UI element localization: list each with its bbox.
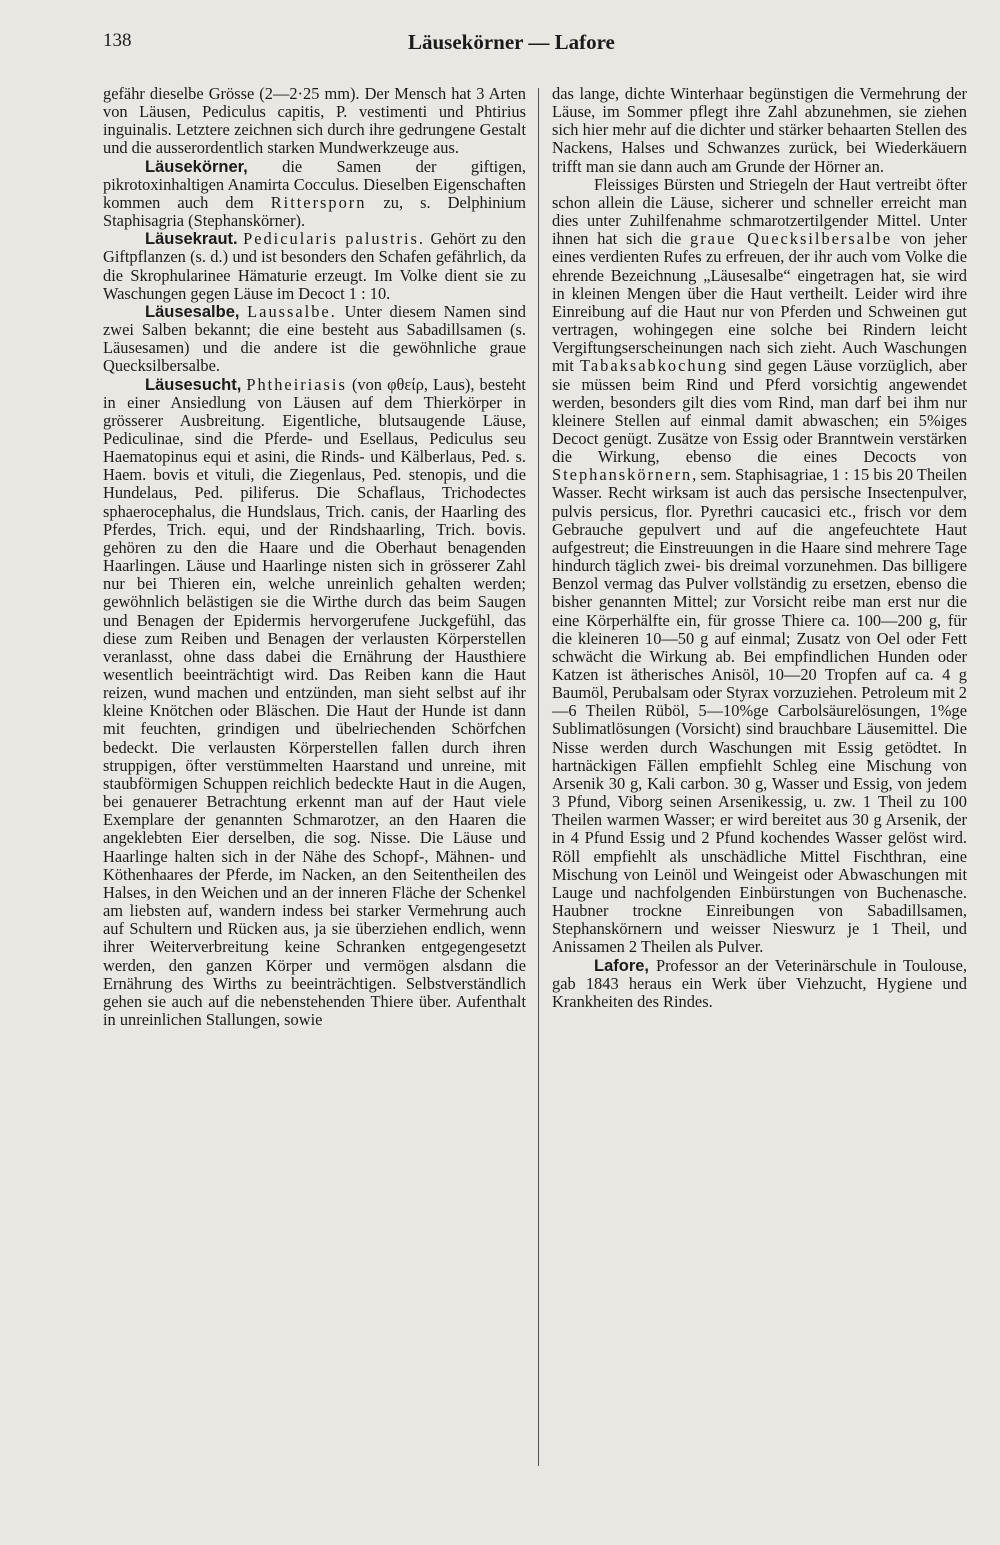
continued-paragraph: gefähr dieselbe Grösse (2—2·25 mm). Der Mensch hat 3 Arten von Läusen, Pediculus capitis, P. vestimenti und Phtirius inguinalis. Letztere zeichnen sich durch ihre gedrungene Gestalt und die ausserordentlich starken Mundwerkzeuge aus. [103, 84, 526, 158]
entry-laeusekoerner [103, 158, 526, 231]
entry-headword: Läusesalbe, [145, 302, 240, 321]
entry-text: Professor an der Veterinärschule in Toulouse, gab 1843 heraus ein Werk über Viehzucht, Hygiene und Krankheiten des Rindes. [552, 955, 967, 1011]
entry-headword: Läusesucht, [145, 375, 242, 394]
entry-lafore [552, 957, 967, 1011]
page-number: 138 [103, 30, 132, 51]
continued-paragraph: das lange, dichte Winterhaar begünstigen die Vermehrung der Läuse, im Sommer pflegt ihre Zahl abzunehmen, sie ziehen sich hier mehr auf die dichter und stärker behaarten Stellen des Nackens, Halses und Schwanzes zurück, bei Wiederkäuern trifft man sie dann auch am Grunde der Hörner an. [552, 84, 967, 176]
treatment-paragraph [552, 176, 967, 957]
paragraph-text: sind gegen Läuse vorzüglich, aber sie müssen beim Rind und Pferd vorsichtig angewendet werden, besonders gilt dies vom Rind, man darf bei ihm nur kleinere Stellen auf einmal damit abwaschen; ein 5%iges Decoct genügt. Zusätze von Essig oder Branntwein verstärken die Wirkung, ebenso die eines Decocts von [552, 356, 967, 467]
entry-text: Gehört zu den Giftpflanzen (s. d.) und ist besonders den Schafen gefährlich, da die Skrophularinee Hämaturie erzeugt. Im Volke dient sie zu Waschungen gegen Läuse im Decoct 1 : 10. [103, 229, 526, 303]
entry-headword: Läusekörner, [145, 157, 248, 176]
entry-text: die Samen der giftigen, pikrotoxinhaltigen Anamirta Cocculus. Dieselben Eigenschaften kommen auch dem [103, 156, 526, 212]
running-title: Läusekörner — Lafore [408, 30, 615, 54]
paragraph-text: , sem. Staphisagriae, 1 : 15 bis 20 Theilen Wasser. Recht wirksam ist auch das persische Insectenpulver, pulvis persicus, flor. Pyrethri caucasici etc., frisch vor dem Gebrauche gepulvert und auf die angefeuchtete Haut aufgestreut; die Einstreuungen in die Haare sind mehrere Tage hindurch täglich zwei- bis dreimal vorzunehmen. Das billigere Benzol vermag das Pulver vollständig zu ersetzen, ebenso die bisher genannten Mittel; zur Vorsicht reibe man erst nur die eine Körperhälfte ein, für grosse Thiere ca. 100—200 g, für die kleineren 10—50 g auf einmal; Zusatz von Oel oder Fett schwächt die Wirkung ab. Bei empfindlichen Hunden oder Katzen ist ätherisches Anisöl, 10—20 Tropfen auf ca. 4 g Baumöl, Perubalsam oder Styrax vorzuziehen. Petroleum mit 2—6 Theilen Rüböl, 5—10%ge Carbolsäurelösungen, 1%ge Sublimatlösungen (Vorsicht) sind brauchbare Läusemittel. Die Nisse werden durch Waschungen mit Essig getödtet. In hartnäckigen Fällen empfiehlt Schleg eine Mischung von Arsenik 30 g, Kali carbon. 30 g, Wasser und Essig, von jedem 3 Pfund, Viborg seinen Arsenikessig, u. zw. 1 Theil zu 100 Theilen warmen Wasser; er wird bereitet aus 30 g Arsenik, der in 4 Pfund Essig und 2 Pfund kochendes Wasser gelöst wird. Röll empfiehlt als unschädliche Mittel Fischthran, eine Mischung von Leinöl und Weingeist oder Abwaschungen mit Lauge und nachfolgenden Einbürstungen von Buchenasche. Haubner trockne Einreibungen von Sabadillsamen, Stephanskörnern und weisser Nieswurz je 1 Theil, und Anissamen 2 Theilen als Pulver. [552, 465, 967, 957]
entry-laeusekraut [103, 230, 526, 303]
entry-headword: Lafore, [594, 956, 650, 975]
paragraph-text: Fleissiges Bürsten und Striegeln der Haut vertreibt öfter schon allein die Läuse, sicherer und schneller erreicht man dies unter Zuhilfenahme schmarotzertilgender Mittel. Unter ihnen hat sich die [552, 174, 967, 249]
spaced-term: Stephanskörnern [552, 465, 693, 485]
spaced-term: Phtheiriasis [246, 374, 347, 394]
entry-text: Unter diesem Namen sind zwei Salben bekannt; die eine besteht aus Sabadillsamen (s. Läusesamen) und die andere ist die gewöhnliche graue Quecksilbersalbe. [103, 301, 526, 376]
spaced-term: Laussalbe. [247, 301, 337, 321]
entry-text: zu, s. Delphinium Staphisagria (Stephanskörner). [103, 192, 526, 231]
entry-headword: Läusekraut. [145, 230, 238, 249]
spaced-term: graue Quecksilbersalbe [690, 229, 893, 249]
spaced-term: Pedicularis palustris. [243, 229, 425, 249]
right-column [552, 85, 967, 1011]
left-column [103, 85, 526, 1029]
spaced-term: Tabaksabkochung [580, 356, 729, 376]
spaced-term: Rittersporn [270, 192, 367, 212]
entry-laeusesucht [103, 376, 526, 1030]
entry-laeusesalbe [103, 303, 526, 376]
paragraph-text: von jeher eines verdienten Rufes zu erfreuen, der ihr auch vom Volke die ehrende Bezeichnung „Läusesalbe“ eingetragen hat, sie wird in kleinen Mengen über die Haut vertheilt. Leider wird ihre Einreibung auf die Haut nur von Pferden und Schweinen gut vertragen, wohingegen eine solche bei Rindern leicht Vergiftungserscheinungen nach sich zieht. Auch Waschungen mit [552, 229, 967, 376]
column-divider [538, 88, 539, 1466]
entry-text: (von φθείρ, Laus), besteht in einer Ansiedlung von Läusen auf dem Thierkörper in grösserer Ausbreitung. Eigentliche, blutsaugende Läuse, Pediculinae, sind die Pferde- und Esellaus, Pediculus seu Haematopinus equi et asini, die Rinds- und Kälberlaus, Ped. s. Haem. bovis et vituli, die Ziegenlaus, Ped. stenopis, und die Hundelaus, Ped. piliferus. Die Schaflaus, Trichodectes sphaerocephalus, die Hundslaus, Trich. canis, der Haarling des Pferdes, Trich. equi, und der Rindshaarling, Trich. bovis. gehören zu den die Haare und die Oberhaut benagenden Haarlingen. Läuse und Haarlinge nisten sich in grösserer Zahl nur bei Thieren ein, welche unreinlich gehalten werden; gewöhnlich belästigen sie die Wirthe durch das beim Saugen und Benagen der Epidermis hervorgerufene Juckgefühl, das diese zum Reiben und Benagen der verlausten Körperstellen veranlasst, ohne dass dabei die Ernährung der Hausthiere wesentlich beeinträchtigt wird. Das Reiben kann die Haut reizen, wund machen und entzünden, man sieht selbst auf ihr kleine Knötchen oder Bläschen. Die Haut der Hunde ist dann mit feuchten, grindigen und übelriechenden Schörfchen bedeckt. Die verlausten Körperstellen fallen durch ihren struppigen, öfter verstümmelten Haarstand und unreine, mit staubförmigen Schuppen reichlich bedeckte Haut in die Augen, bei genauerer Betrachtung erkennt man auf der Haut viele Exemplare der genannten Schmarotzer, an den Haaren die angeklebten Eier derselben, die sog. Nisse. Die Läuse und Haarlinge halten sich in der Nähe des Schopf-, Mähnen- und Köthenhaares der Pferde, im Nacken, an den Seitentheilen des Halses, in den Weichen und an der inneren Fläche der Schenkel am liebsten auf, wandern indess bei starker Vermehrung auch auf Schultern und Rücken aus, ja sie überziehen endlich, wenn ihrer Weiterverbreitung keine Schranken entgegengesetzt werden, den ganzen Körper und vermögen alsdann die Ernährung des Wirths zu beeinträchtigen. Selbstverständlich gehen sie auch auf die nebenstehenden Thiere über. Aufenthalt in unreinlichen Stallungen, sowie [103, 374, 526, 1029]
